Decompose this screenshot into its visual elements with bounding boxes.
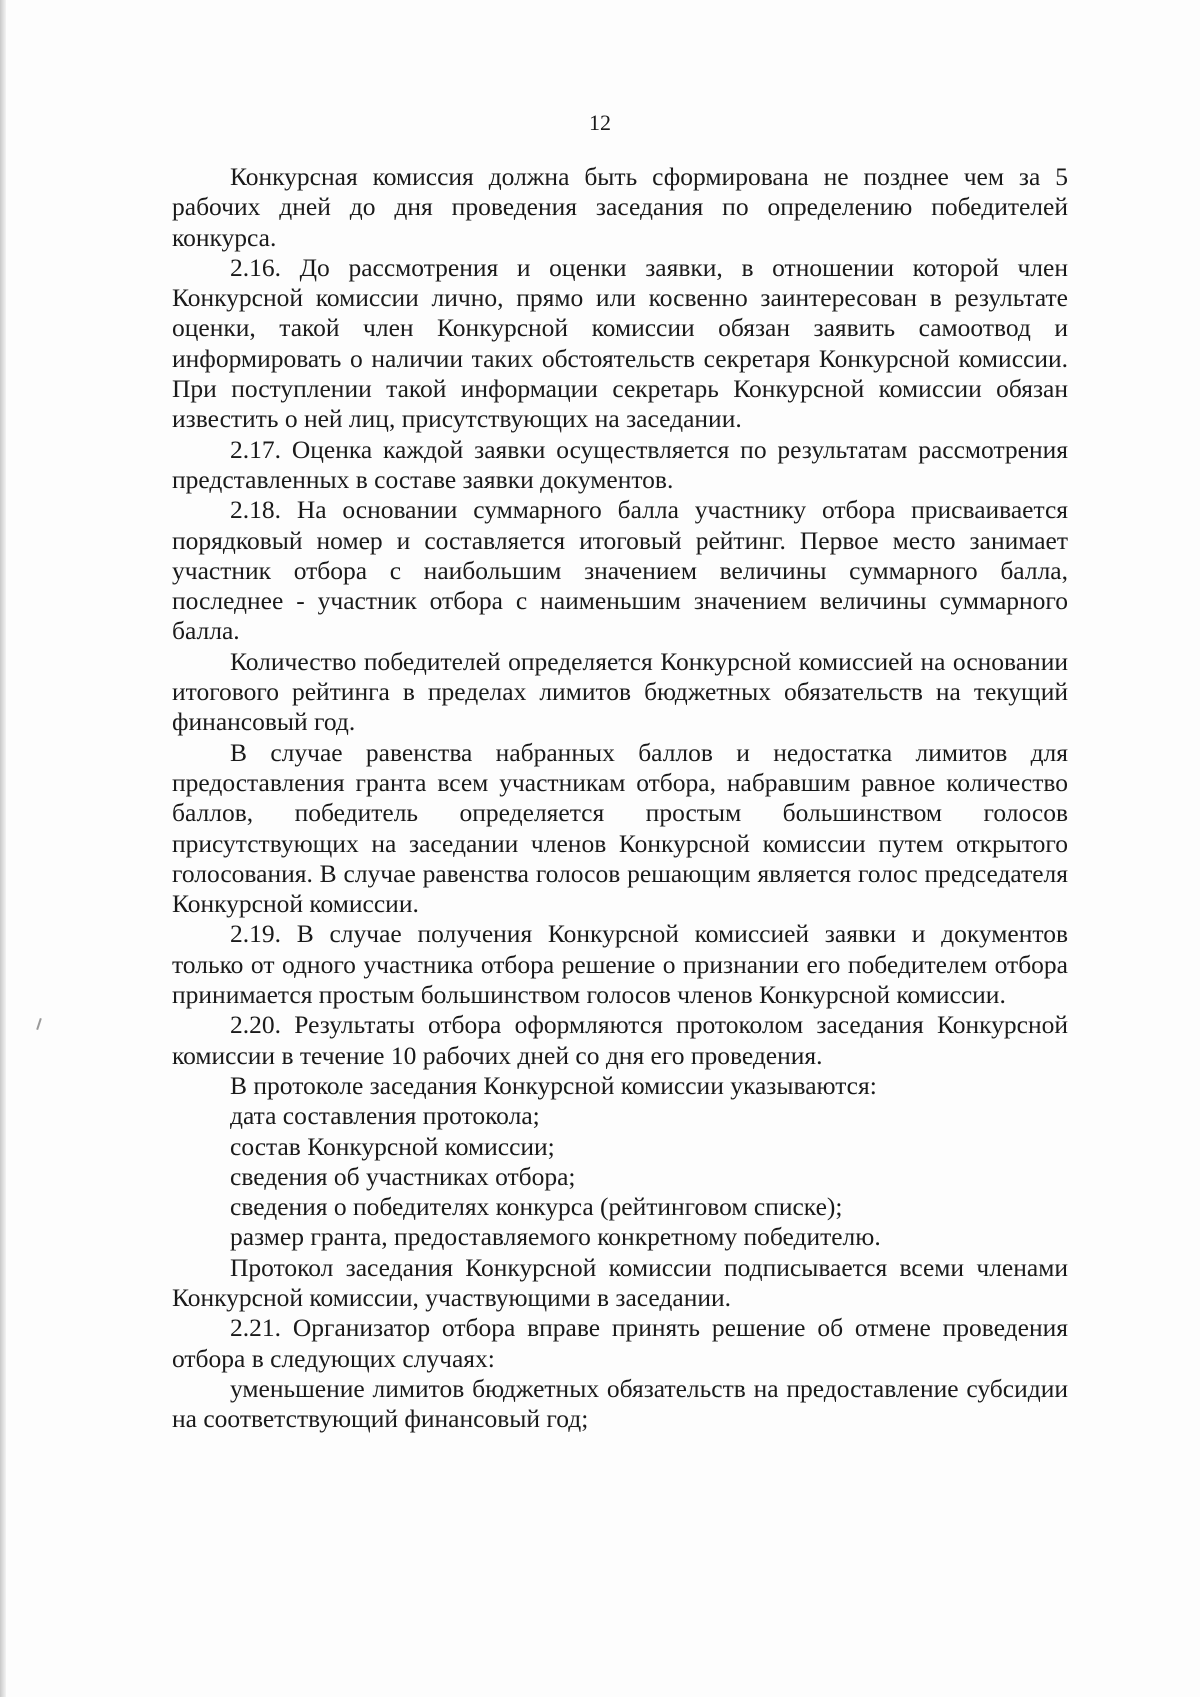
paragraph-2-18: 2.18. На основании суммарного балла участнику отбора присваивается порядковый номер и составляется итоговый рейтинг. Первое место занимает участник отбора с наибольшим значением величины суммарного балла, последнее - участник отбора с наименьшим значением величины суммарного балла. xyxy=(172,495,1068,646)
paragraph-2-21: 2.21. Организатор отбора вправе принять решение об отмене проведения отбора в следующих случаях: xyxy=(172,1313,1068,1373)
paragraph-2-16: 2.16. До рассмотрения и оценки заявки, в отношении которой член Конкурсной комиссии лично, прямо или косвенно заинтересован в результате оценки, такой член Конкурсной комиссии обязан заявить самоотвод и информировать о наличии таких обстоятельств секретаря Конкурсной комиссии. При поступлении такой информации секретарь Конкурсной комиссии обязан известить о ней лиц, присутствующих на заседании. xyxy=(172,252,1068,434)
list-item: сведения о победителях конкурса (рейтинговом списке); xyxy=(230,1192,843,1222)
list-item: сведения об участниках отбора; xyxy=(230,1161,576,1191)
paragraph-commission-formation: Конкурсная комиссия должна быть сформирована не позднее чем за 5 рабочих дней до дня проведения заседания по определению победителей конкурса. xyxy=(172,162,1068,252)
paragraph-2-19: 2.19. В случае получения Конкурсной комиссией заявки и документов только от одного участника отбора решение о признании его победителем отбора принимается простым большинством голосов членов Конкурсной комиссии. xyxy=(172,919,1068,1010)
list-item: состав Конкурсной комиссии; xyxy=(230,1131,555,1161)
paragraph-equal-scores: В случае равенства набранных баллов и недостатка лимитов для предоставления гранта всем участникам отбора, набравшим равное количество баллов, победитель определяется простым большинством голосов присутствующих на заседании членов Конкурсной комиссии путем открытого голосования. В случае равенства голосов решающим является голос председателя Конкурсной комиссии. xyxy=(172,737,1068,919)
paragraph-2-20: 2.20. Результаты отбора оформляются протоколом заседания Конкурсной комиссии в течение 10 рабочих дней со дня его проведения. xyxy=(172,1010,1068,1070)
scan-edge xyxy=(0,0,6,1697)
paragraph-winners-count: Количество победителей определяется Конкурсной комиссией на основании итогового рейтинга в пределах лимитов бюджетных обязательств на текущий финансовый год. xyxy=(172,646,1068,737)
paragraph-protocol-signing: Протокол заседания Конкурсной комиссии подписывается всеми членами Конкурсной комиссии, участвующими в заседании. xyxy=(172,1252,1068,1312)
document-body xyxy=(172,162,1068,1434)
page-number: 12 xyxy=(589,110,611,135)
paragraph-protocol-contents: В протоколе заседания Конкурсной комиссии указываются: xyxy=(230,1070,877,1100)
scan-mark xyxy=(36,1018,42,1030)
list-item: размер гранта, предоставляемого конкретному победителю. xyxy=(230,1222,881,1252)
paragraph-limits-reduction: уменьшение лимитов бюджетных обязательств на предоставление субсидии на соответствующий финансовый год; xyxy=(172,1373,1068,1434)
list-item: дата составления протокола; xyxy=(230,1101,540,1131)
paragraph-2-17: 2.17. Оценка каждой заявки осуществляется по результатам рассмотрения представленных в составе заявки документов. xyxy=(172,434,1068,494)
